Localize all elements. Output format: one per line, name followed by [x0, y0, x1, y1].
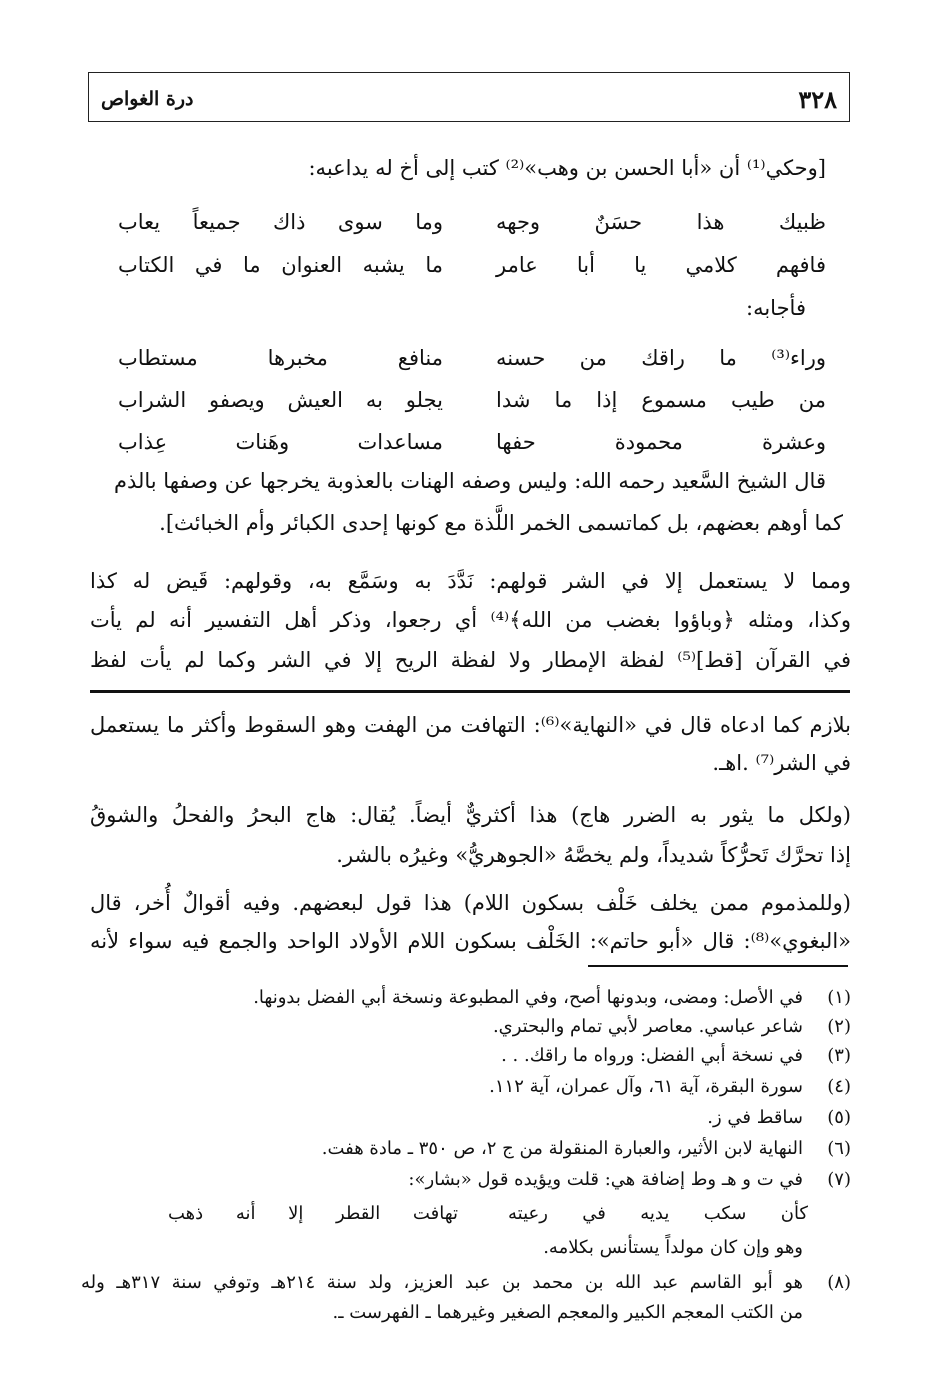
footnote-text: في ت و هـ وط إضافة هي: قلت ويؤيده قول «بشار»:: [408, 1169, 803, 1190]
footnote-number: (٤): [827, 1076, 851, 1097]
verse-second-hemistich: منافع مخبرها مستطاب: [118, 346, 443, 370]
footnote: [171, 1167, 851, 1193]
footnote-continuation: وهو وإن كان مولداً يستأنس بكلامه.: [543, 1237, 803, 1258]
footnote-text: سورة البقرة، آية ٦١، وآل عمران، آية ١١٢.: [489, 1076, 803, 1097]
verse-first-hemistich: من طيب مسموع إذا ما شدا: [496, 388, 826, 412]
page-number: ٣٢٨: [798, 85, 837, 114]
verse-second-hemistich: مساعدات وهَنات عِذاب: [118, 430, 443, 454]
footnote-text: في الأصل: ومضى، وبدونها أصح، وفي المطبوعة ونسخة أبي الفضل بدونها.: [253, 987, 803, 1008]
footnote-text: ساقط في ز.: [707, 1107, 803, 1128]
footnote-number: (٣): [827, 1045, 851, 1066]
reply-line: فأجابه:: [746, 296, 806, 320]
text-line: في القرآن [قط]⁽⁵⁾ لفظة الإمطار ولا لفظة الريح إلا في الشر وكما لم يأت لفظ: [90, 648, 851, 672]
verse-second-hemistich: يجلو به العيش ويصفو الشراب: [118, 388, 443, 412]
text-line: ومما لا يستعمل إلا في الشر قولهم: نَدَّدَ به وسَمَّع به، وقولهم: قَيض له كذا: [90, 569, 851, 593]
footnote: [81, 1270, 851, 1296]
running-title: درة الغواص: [101, 88, 194, 110]
verse-first-hemistich: ظبيك هذا حسَنٌ وجهه: [496, 210, 826, 234]
footnote-text: النهاية لابن الأثير، والعبارة المنقولة من ج ٢، ص ٣٥٠ ـ مادة هفت.: [321, 1138, 803, 1159]
footnote-text: شاعر عباسي. معاصر لأبي تمام والبحتري.: [492, 1016, 803, 1037]
page-header: [88, 72, 850, 122]
verse-first-hemistich: فافهم كلامي يا أبا عامر: [496, 253, 826, 277]
footnote: [171, 1136, 851, 1162]
footnote: [171, 1043, 851, 1069]
poem2-verse-3: [118, 427, 826, 457]
poem1-verse-1: [118, 207, 826, 237]
verse-first-hemistich: وراء⁽³⁾ ما راقك من حسنه: [496, 346, 826, 370]
commentary-line: بلازم كما ادعاه قال في «النهاية»⁽⁶⁾: التهافت من الهفت وهو السقوط وأكثر ما يستعمل: [90, 713, 851, 737]
footnote-continuation: من الكتب المعجم الكبير والمعجم الصغير وغيرهما ـ الفهرست ـ.: [332, 1302, 803, 1323]
footnote-verse: [168, 1201, 808, 1227]
footnote-divider: [588, 965, 848, 967]
footnote-number: (٢): [827, 1016, 851, 1037]
verse-second-hemistich: ما يشبه العنوان ما في الكتاب: [118, 253, 443, 277]
footnote: [171, 1105, 851, 1131]
footnote-number: (٦): [827, 1138, 851, 1159]
poem1-verse-2: [118, 250, 826, 280]
verse-second-hemistich: تهافت القطر إلا أنه ذهب: [168, 1203, 458, 1224]
text-line: قال الشيخ السَّعيد رحمه الله: وليس وصفه الهنات بالعذوبة يخرجها عن وصفها بالذم: [113, 469, 826, 493]
verse-second-hemistich: وما سوى ذاك جميعاً يعاب: [118, 210, 443, 234]
footnote-text: في نسخة أبي الفضل: ورواه ما راقك. . .: [501, 1045, 803, 1066]
section-divider: [90, 690, 850, 693]
commentary-line: إذا تحرَّك تَحرُّكاً شديداً، ولم يخصَّهُ «الجوهريُّ» وغيرُه بالشر.: [336, 843, 851, 867]
footnote-number: (١): [827, 987, 851, 1008]
commentary-line: (ولكل ما يثور به الضرر هاج) هذا أكثريٌّ أيضاً. يُقال: هاج البحرُ والفحلُ والشوقُ: [90, 803, 851, 827]
poem2-verse-2: [118, 385, 826, 415]
footnote-text: هو أبو القاسم عبد الله بن محمد بن عبد العزيز، ولد سنة ٢١٤هـ وتوفي سنة ٣١٧هـ وله: [81, 1272, 804, 1293]
footnote-number: (٥): [827, 1107, 851, 1128]
poem2-verse-1: [118, 343, 826, 373]
footnote: [171, 1074, 851, 1100]
verse-first-hemistich: كأن سكب يديه في رعيته: [508, 1203, 808, 1224]
commentary-line: «البغوي»⁽⁸⁾: قال «أبو حاتم»: الخَلْف بسكون اللام الأولاد الواحد والجمع فيه سواء لأنه: [90, 929, 851, 953]
commentary-line: في الشر⁽⁷⁾ .اهـ.: [712, 751, 851, 775]
text-line: وكذا، ومثله ﴿وباؤوا بغضب من الله﴾⁽⁴⁾ أي رجعوا، وذكر أهل التفسير أنه لم يأت: [90, 608, 851, 632]
verse-first-hemistich: وعشرة محمودة حفها: [496, 430, 826, 454]
commentary-line: (وللمذموم ممن يخلف خَلْف بسكون اللام) هذا قول لبعضهم. وفيه أقوالٌ أُخر، قال: [90, 891, 851, 915]
text-line: كما أوهم بعضهم، بل كماتسمى الخمر اللَّذة مع كونها إحدى الكبائر وأم الخبائث].: [159, 511, 843, 535]
intro-line: [وحكي⁽¹⁾ أن «أبا الحسن بن وهب»⁽²⁾ كتب إلى أخ له يداعبه:: [308, 156, 826, 180]
footnote: [171, 1014, 851, 1040]
footnote: [171, 985, 851, 1011]
footnote-number: (٨): [827, 1272, 851, 1293]
footnote-number: (٧): [827, 1169, 851, 1190]
